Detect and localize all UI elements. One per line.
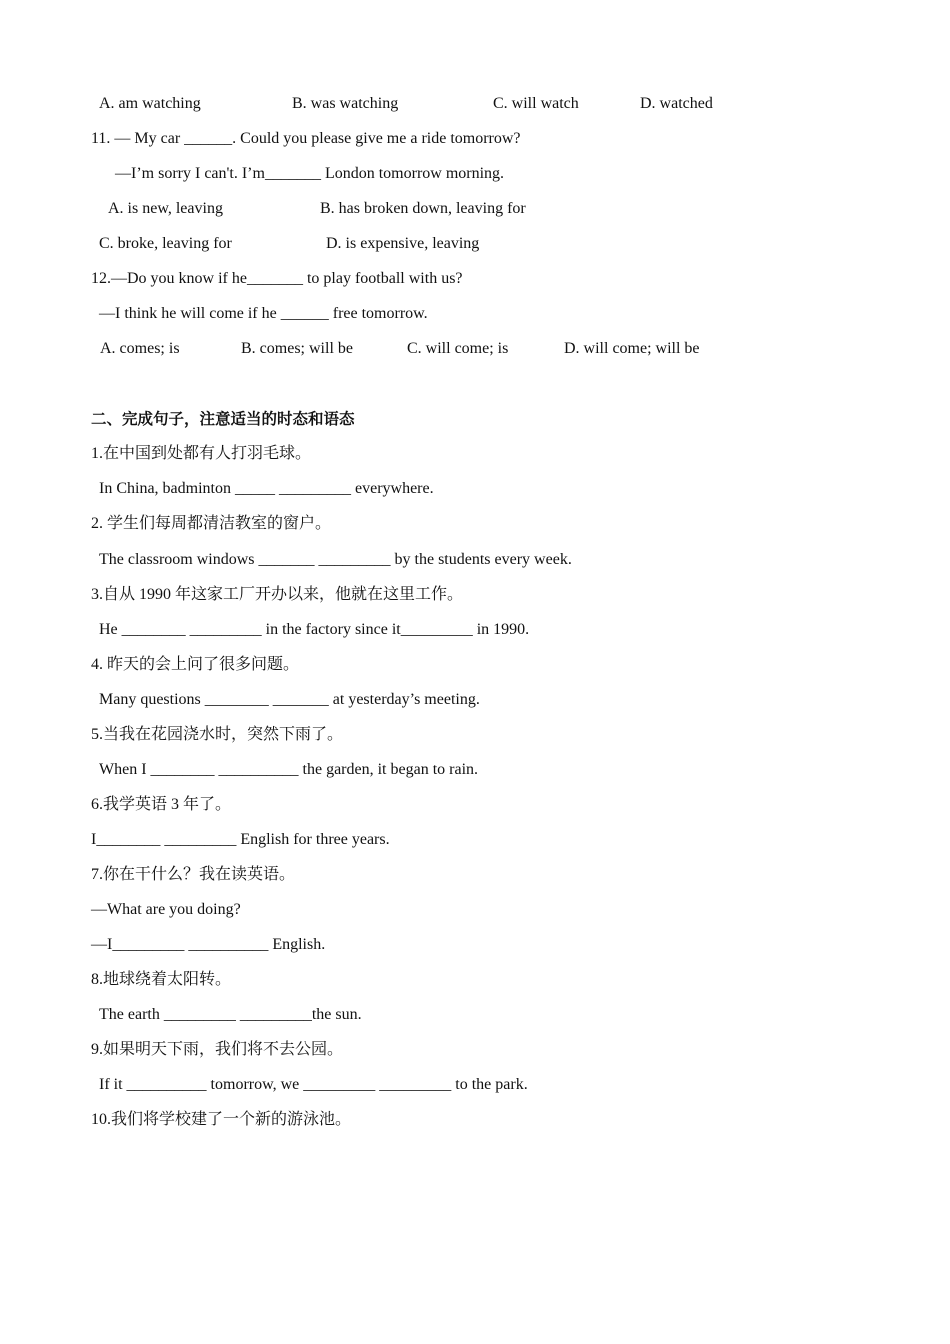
item-4-english: Many questions ________ _______ at yesterday’s meeting. bbox=[99, 691, 480, 708]
item-8-english: The earth _________ _________the sun. bbox=[99, 1006, 362, 1023]
q12-option-d: D. will come; will be bbox=[564, 340, 700, 357]
q11-reply: —I’m sorry I can't. I’m_______ London tomorrow morning. bbox=[115, 165, 505, 182]
item-10-chinese: 10.我们将学校建了一个新的游泳池。 bbox=[91, 1111, 352, 1128]
q11-option-b: B. has broken down, leaving for bbox=[320, 200, 526, 217]
item-1-english: In China, badminton _____ _________ everywhere. bbox=[99, 480, 434, 497]
q10-option-a: A. am watching bbox=[99, 95, 201, 112]
q11-option-a: A. is new, leaving bbox=[108, 200, 223, 217]
item-1-chinese: 1.在中国到处都有人打羽毛球。 bbox=[91, 445, 312, 462]
item-3-chinese: 3.自从 1990 年这家工厂开办以来，他就在这里工作。 bbox=[91, 586, 464, 603]
q11-option-d: D. is expensive, leaving bbox=[326, 235, 480, 252]
item-4-chinese: 4. 昨天的会上问了很多问题。 bbox=[91, 656, 300, 673]
q12-option-b: B. comes; will be bbox=[241, 340, 353, 357]
item-7-chinese: 7.你在干什么？我在读英语。 bbox=[91, 866, 296, 883]
q11-option-c: C. broke, leaving for bbox=[99, 235, 232, 252]
item-2-chinese: 2. 学生们每周都清洁教室的窗户。 bbox=[91, 515, 332, 532]
q11-stem: 11. — My car ______. Could you please give me a ride tomorrow? bbox=[91, 130, 521, 147]
item-7-english-question: —What are you doing? bbox=[91, 901, 241, 918]
item-5-english: When I ________ __________ the garden, it began to rain. bbox=[99, 761, 479, 778]
item-3-english: He ________ _________ in the factory since it_________ in 1990. bbox=[99, 621, 530, 638]
item-9-english: If it __________ tomorrow, we _________ _________ to the park. bbox=[99, 1076, 528, 1093]
item-6-chinese: 6.我学英语 3 年了。 bbox=[91, 796, 232, 813]
item-9-chinese: 9.如果明天下雨，我们将不去公园。 bbox=[91, 1041, 344, 1058]
q12-reply: —I think he will come if he ______ free tomorrow. bbox=[99, 305, 428, 322]
q10-option-b: B. was watching bbox=[292, 95, 399, 112]
item-2-english: The classroom windows _______ _________ by the students every week. bbox=[99, 551, 572, 568]
q10-option-d: D. watched bbox=[640, 95, 713, 112]
section-2-heading: 二、完成句子，注意适当的时态和语态 bbox=[91, 410, 355, 428]
item-6-english: I________ _________ English for three years. bbox=[91, 831, 390, 848]
q12-stem: 12.—Do you know if he_______ to play football with us? bbox=[91, 270, 463, 287]
item-5-chinese: 5.当我在花园浇水时，突然下雨了。 bbox=[91, 726, 344, 743]
item-8-chinese: 8.地球绕着太阳转。 bbox=[91, 971, 232, 988]
q10-option-c: C. will watch bbox=[493, 95, 579, 112]
q12-option-c: C. will come; is bbox=[407, 340, 509, 357]
q12-option-a: A. comes; is bbox=[100, 340, 180, 357]
item-7-english-answer: —I_________ __________ English. bbox=[91, 936, 326, 953]
